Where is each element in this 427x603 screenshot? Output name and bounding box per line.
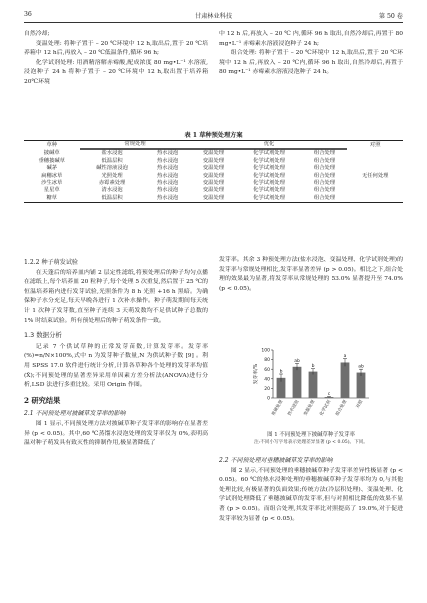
table-cell-species: 糖草 — [24, 195, 80, 203]
significance-letter: c — [327, 392, 331, 398]
table-cell-c1: 赤霉素处理 — [98, 180, 126, 187]
bottom-left-column — [24, 256, 208, 449]
paragraph: 记录 7 个供试草种的正常发芽苗数,计算发芽率。发芽率(%)=n/N×100%,式中 n 为发芽种子数量,N 为供试种子数 [9] 。利用 SPSS 17.0 软件进行统计分析,计算各草种各个处理的发芽率均值(X̄);不同预处理的显著差异采用单因素方差分析法(ANOVA)进行分析,LSD 法进行多重比较。采用 Origin 作图。 — [24, 343, 208, 389]
table-cell-o2: 化学试剂处理 — [253, 187, 285, 194]
section-heading: 1.2.2 种子萌发试验 — [24, 259, 79, 266]
significance-letter: b — [311, 364, 315, 370]
after-figure-column — [219, 452, 403, 524]
table-cell-c2: 热水浸泡 — [145, 195, 191, 203]
table-header-control: 对照 — [347, 141, 403, 150]
figure-caption: 图 1 不同预处理下披碱草种子发芽率 — [267, 432, 355, 438]
table-cell-c1: 低温层积 — [80, 195, 145, 203]
table-cell-species: 披碱草 — [43, 150, 60, 157]
y-tick-label: 0 — [267, 396, 270, 402]
significance-letter: ab — [358, 364, 364, 370]
table-row — [24, 187, 403, 194]
table-cell-o3: 组合处理 — [313, 172, 336, 179]
table-header-species: 草种 — [24, 141, 80, 150]
table-cell-ctrl — [347, 180, 403, 187]
paragraph: 变温处理: 将种子置于 – 20 ℃环境中 12 h,取出后,置于 20 ℃培养箱中 12 h后,再放入 – 20 ℃低温条件,循环 96 h; — [24, 40, 208, 57]
table-cell-c2: 热水浸泡 — [157, 180, 179, 187]
bar — [309, 372, 318, 398]
volume-label: 第 50 卷 — [378, 13, 403, 20]
table-row — [24, 173, 403, 180]
table-header-conventional: 常规处理 — [80, 141, 191, 149]
table-cell-ctrl — [347, 187, 403, 194]
paragraph: 图 1 显示,不同预处理方法对披碱草种子发芽率的影响存在显著差异 (p < 0.05)。其中,60 ℃蒸馏水浸泡处理的发芽率仅为 0%,表明高温对种子萌发具有致灭性的抑制作用,极显著降低了 — [24, 420, 208, 447]
paragraph: 化学试剂处理: 用酒精溶解赤霉酸,配成浓度 80 mg•L⁻¹ 水溶液,浸泡种子 24 h 将种子置于 – 20 ℃环境中 12 h,取出置于培养箱 20℃环境 — [24, 59, 208, 85]
table-cell-o3: 组合处理 — [313, 187, 336, 194]
section-heading: 2 研究结果 — [24, 395, 61, 405]
table-cell-c2: 热水浸泡 — [157, 187, 179, 194]
bar — [357, 373, 366, 398]
y-axis-label: 发芽率/% — [254, 363, 259, 385]
paragraph: 在天蓬后的培养皿内铺 2 层定性滤纸,将预处理后的种子均匀点播在滤纸上,每个培养皿 20 粒种子,每个处理 5 次重复,然后置于 25 ℃的恒温培养箱内进行发芽试验,光照条件为 8 h 光照 +16 h 黑暗。为确保种子水分充足,每天早晚各进行 1 次补水操作。种子萌发期间每天统计 1 次种子发芽数,直至种子连续 3 天萌发数均不足供试种子总数的 1% 时结束试验。所有预处理后的种子萌发条件一致。 — [24, 269, 208, 324]
table-cell-o3: 组合处理 — [313, 165, 336, 172]
table-cell-species: 沙生冰草 — [41, 180, 63, 187]
table-cell-o1: 变温处理 — [202, 172, 225, 179]
table-row — [24, 165, 403, 172]
paragraph: 组合处理: 将种子置于 – 20 ℃环境中 12 h,取出后,置于 20 ℃环境中 12 h 后,再放入 – 20 ℃内,循环 96 h 取出,自然冷却后,再置于 80 mg•L⁻¹ 赤霉素水溶液浸泡种子 24 h。 — [219, 50, 403, 76]
table-cell-species: 垂穗披碱草 — [38, 157, 65, 164]
table-cell-o1: 变温处理 — [202, 180, 225, 187]
table-row — [24, 195, 403, 203]
table-cell-species: 星星草 — [43, 187, 60, 194]
table-cell-o1: 变温处理 — [191, 195, 237, 203]
y-tick-label: 40 — [264, 377, 270, 383]
section-heading: 2.2 不同预处理对垂穗披碱草发芽率的影响 — [219, 457, 333, 464]
section-heading: 2.1 不同预处理对披碱草发芽率的影响 — [24, 410, 126, 418]
table-caption: 表 1 草种预处理方案 — [184, 132, 243, 139]
section-heading: 1.3 数据分析 — [24, 331, 62, 340]
paragraph: 图 2 显示,不同预处理的垂穗披碱草种子发芽率差异性极显著 (p < 0.05)。60 ℃的热水浸种处理的垂穗披碱草种子发芽率均为 0,与其他处理比较,有极显著的负面效果;传统方法(冷层积处理)、变温处理、化学试剂处理降低了垂穗披碱草的发芽率,但与对照相比降低的效果不显著 (p > 0.05)。而组合处理,其发芽率比对照提高了 19.0%,对于促进发芽率较为显著 (p < 0.05)。 — [219, 467, 403, 522]
table-cell-ctrl — [347, 150, 403, 158]
table-cell-ctrl — [347, 195, 403, 203]
paragraph: 中 12 h 后,再放入 – 20 ℃ 内,循环 96 h 取出,自然冷却后,再置于 80 mg•L⁻¹ 赤霉素水溶液浸泡种子 24 h; — [219, 31, 403, 47]
x-tick-label: 变温处理 — [303, 399, 317, 417]
bottom-right-column — [219, 256, 403, 294]
table-cell-c1: 碱性溶液浸泡 — [96, 165, 128, 172]
table-cell-o2: 化学试剂处理 — [253, 172, 285, 179]
page-header — [24, 10, 403, 23]
figure-note: 注:不同小写字母表示处理差异显著 (p < 0.05)。下同。 — [254, 440, 368, 445]
table-cell-c1: 光照处理 — [101, 172, 123, 179]
pretreatment-table — [24, 140, 403, 203]
germination-bar-chart — [219, 346, 403, 428]
table-cell-ctrl — [347, 158, 403, 165]
bar — [293, 367, 302, 398]
journal-title: 甘肃林业科技 — [194, 13, 233, 20]
table-cell-c1: 盐水浸泡 — [101, 150, 123, 157]
table-cell-ctrl — [347, 165, 403, 172]
paragraph: 自然冷却; — [24, 31, 50, 37]
table-cell-o3: 组合处理 — [313, 157, 336, 164]
table-cell-o2: 化学试剂处理 — [253, 157, 285, 164]
table-cell-species: 碱茅 — [46, 165, 58, 172]
y-tick-label: 20 — [264, 387, 270, 392]
top-right-column — [219, 30, 403, 78]
table-cell-o2: 化学试剂处理 — [253, 150, 285, 157]
table-cell-o2: 化学试剂处理 — [253, 180, 285, 187]
table-header-optimized: 优化 — [191, 141, 348, 149]
table-cell-o3: 组合处理 — [302, 195, 348, 203]
table-cell-o2: 化学试剂处理 — [236, 195, 301, 203]
page-number: 36 — [24, 11, 32, 18]
x-tick-label: 对照 — [355, 399, 365, 410]
table-cell-c1: 清水浸泡 — [101, 187, 123, 194]
y-tick-label: 60 — [264, 367, 270, 373]
table-cell-o2: 化学试剂处理 — [253, 165, 285, 172]
table-cell-c2: 热水浸泡 — [157, 165, 179, 172]
table-cell-species: 扁穗冰草 — [41, 172, 63, 179]
table-cell-o3: 组合处理 — [313, 180, 336, 187]
paragraph: 发芽率。其余 3 种预处理方法(盐水浸泡、变温处理、化学试剂处理)的发芽率与常规处理相比,发芽率显著差异 (p > 0.05)。相比之下,组合处理的效果最为显著,将发芽率从常规处理的 53.0% 显著提升至 74.0% (p < 0.05)。 — [219, 257, 403, 292]
table-cell-c2: 热水浸泡 — [157, 150, 179, 157]
table-cell-o1: 变温处理 — [202, 157, 225, 164]
x-tick-label: 组合处理 — [335, 399, 349, 417]
significance-letter: ab — [294, 358, 300, 364]
table-row — [24, 150, 403, 158]
x-tick-label: 热水浸泡 — [287, 399, 301, 417]
y-tick-label: 100 — [261, 348, 270, 354]
x-tick-label: 化学试剂 — [319, 399, 333, 417]
significance-letter: a — [343, 354, 347, 360]
bar — [341, 362, 350, 398]
top-left-column — [24, 30, 208, 88]
table-cell-c2: 热水浸泡 — [157, 172, 179, 179]
table-cell-ctrl: 无任何处理 — [361, 172, 389, 179]
y-tick-label: 80 — [264, 358, 270, 364]
table-cell-c1: 低温层积 — [101, 157, 123, 164]
table-cell-o1: 变温处理 — [202, 165, 225, 172]
table-cell-c2: 热水浸泡 — [157, 157, 179, 164]
significance-letter: b — [279, 369, 283, 375]
table-cell-o1: 变温处理 — [202, 187, 225, 194]
table-cell-o1: 变温处理 — [202, 150, 225, 157]
x-tick-label: 常规处理 — [271, 399, 285, 417]
table-cell-o3: 组合处理 — [313, 150, 336, 157]
